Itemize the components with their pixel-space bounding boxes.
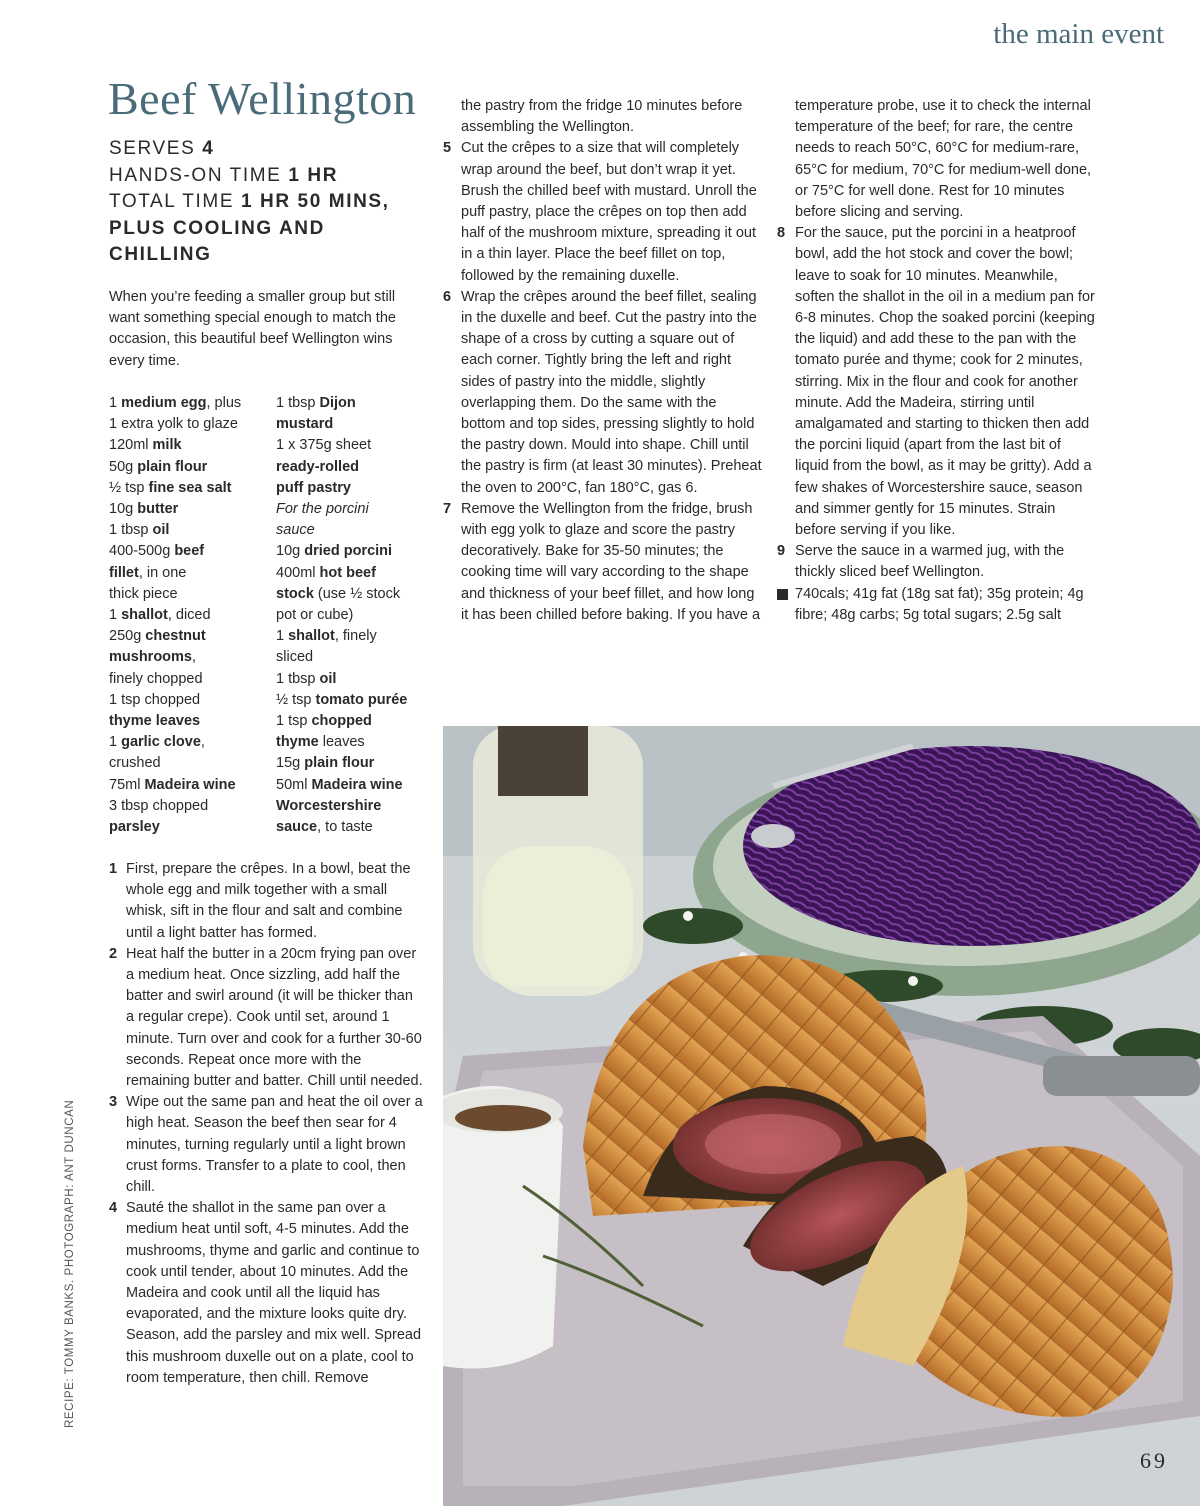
method-step: 7 Remove the Wellington from the fridge, brush with egg yolk to glaze and score the pastry decoratively. Bake for 35-50 minutes; the cooking time will vary according to the shape and thickness of your beef fillet, and how long it has been chilled before baking. If you have a: [443, 500, 761, 623]
ingredient-line: 3 tbsp chopped: [109, 797, 209, 814]
ingredient-line: 50ml Madeira wine: [276, 776, 403, 793]
ingredient-line: 1 tbsp oil: [109, 522, 170, 539]
ingredient-line: 1 extra yolk to glaze: [109, 416, 238, 433]
ingredient-line: 400ml hot beef: [276, 564, 376, 581]
total-time-line: TOTAL TIME 1 HR 50 MINS,: [109, 191, 390, 212]
page-number: 69: [1140, 1448, 1168, 1473]
ingredient-line: 1 medium egg, plus: [109, 395, 242, 411]
ingredient-line: stock (use ½ stock: [276, 585, 401, 602]
ingredients-list-right: [276, 393, 436, 838]
method-step: 5 Cut the crêpes to a size that will completely wrap around the beef, but don’t wrap it yet. Brush the chilled beef with mustard. Unroll the puff pastry, place the crêpes on top then add half of the mushroom mixture, spreading it out in a thin layer. Place the beef fillet on top, followed by the remaining duxelle.: [443, 140, 757, 284]
method-step-continued: temperature probe, use it to check the internal temperature of the beef; for rare, the centre needs to reach 50°C, 60°C for medium-rare, 65°C for medium, 70°C for medium-well done, or 75°C for well done. Rest for 10 minutes before slicing and serving.: [795, 98, 1092, 221]
ingredient-line: puff pastry: [276, 479, 351, 496]
ingredient-line: sliced: [276, 649, 314, 666]
ingredient-line: 1 tsp chopped: [109, 691, 201, 708]
serves-line: SERVES 4: [109, 138, 215, 159]
ingredient-line: sauce, to taste: [276, 819, 373, 836]
ingredient-line: 250g chestnut: [109, 628, 206, 645]
ingredient-line: sauce: [276, 522, 315, 539]
method-step: 2 Heat half the butter in a 20cm frying pan over a medium heat. Once sizzling, add half the batter and swirl around (it will be thicker than a regular crepe). Cook until set, around 1 minute. Turn over and cook for a further 30-60 seconds. Repeat once more with the remaining butter and batter. Chill until needed.: [109, 945, 423, 1090]
ingredient-line: fillet, in one: [109, 564, 187, 581]
hands-on-line: HANDS-ON TIME 1 HR: [109, 164, 339, 186]
ingredient-line: finely chopped: [109, 670, 203, 687]
ingredient-line: 10g dried porcini: [276, 543, 393, 560]
beef-wellington-photo: [443, 726, 1200, 1506]
photo-credit: RECIPE: TOMMY BANKS. PHOTOGRAPH: ANT DUNCAN: [64, 1099, 76, 1428]
ingredient-line: thyme leaves: [276, 734, 365, 751]
method-step-continued: the pastry from the fridge 10 minutes before assembling the Wellington.: [461, 98, 743, 136]
method-column-2: [443, 96, 763, 626]
method-step: 4 Sauté the shallot in the same pan over a medium heat until soft, 4-5 minutes. Add the mushrooms, thyme and garlic and continue to cook until tender, about 10 minutes. Add the Madeira and cook until all the liquid has evaporated, and the mixture looks quite dry. Season, add the parsley and mix well. Spread this mushroom duxelle out on a plate, cool to room temperature, then chill. Remove: [109, 1200, 422, 1386]
ingredient-line: ½ tsp tomato purée: [276, 691, 408, 708]
method-step: 1 First, prepare the crêpes. In a bowl, beat the whole egg and milk together with a small whisk, sift in the flour and salt and combine until a light batter has formed.: [109, 861, 411, 941]
ingredient-line: 1 x 375g sheet: [276, 437, 372, 454]
method-column-3: [777, 96, 1097, 626]
ingredient-line: 1 garlic clove,: [109, 734, 205, 751]
method-step: 9 Serve the sauce in a warmed jug, with the thickly sliced beef Wellington.: [777, 543, 1065, 581]
section-label: the main event: [993, 18, 1164, 50]
intro-text: When you’re feeding a smaller group but still want something special enough to match the occasion, this beautiful beef Wellington wins every time.: [109, 289, 396, 369]
square-bullet-icon: [777, 589, 788, 600]
ingredient-line: 10g butter: [109, 501, 179, 518]
nutrition-info: 740cals; 41g fat (18g sat fat); 35g protein; 4g fibre; 48g carbs; 5g total sugars; 2.5g salt: [777, 584, 1097, 626]
ingredient-line: 50g plain flour: [109, 458, 208, 475]
method-column-1: [109, 859, 424, 1389]
ingredient-line: 1 tbsp Dijon: [276, 395, 356, 411]
method-step: 8 For the sauce, put the porcini in a heatproof bowl, add the hot stock and cover the bowl; leave to soak for 10 minutes. Meanwhile, soften the shallot in the oil in a medium pan for 6-8 minutes. Chop the soaked porcini (keeping the liquid) and add these to the pan with the tomato purée and thyme; cook for 2 minutes, stirring. Mix in the flour and cook for another minute. Add the Madeira, stirring until amalgamated and starting to thicken then add the porcini liquid (apart from the last bit of liquid from the bowl, as it may be gritty). Add a few shakes of Worcestershire sauce, season and simmer gently for 15 minutes. Strain before serving if you like.: [777, 225, 1095, 539]
ingredient-line: 120ml milk: [109, 437, 182, 454]
method-step: 3 Wipe out the same pan and heat the oil over a high heat. Season the beef then sear for 4 minutes, turning regularly until a light brown crust forms. Transfer to a plate to cool, then chill.: [109, 1094, 423, 1196]
ingredient-line: parsley: [109, 819, 160, 836]
ingredient-line: 75ml Madeira wine: [109, 776, 236, 793]
method-step: 6 Wrap the crêpes around the beef fillet, sealing in the duxelle and beef. Cut the pastry into the shape of a cross by cutting a square out of each corner. Tightly bring the left and right sides of pastry into the middle, slightly overlapping them. Do the same with the bottom and top sides, pressing slightly to hold the pastry down. Mould into shape. Chill until the pastry is firm (at least 30 minutes). Preheat the oven to 200°C, fan 180°C, gas 6.: [443, 288, 762, 496]
total-time-cont: PLUS COOLING AND: [109, 217, 325, 239]
ingredient-line: Worcestershire: [276, 797, 382, 814]
ingredients-list-left: [109, 393, 269, 838]
ingredient-line: crushed: [109, 755, 161, 772]
total-time-cont-2: CHILLING: [109, 244, 212, 265]
ingredient-line: mushrooms,: [109, 649, 197, 666]
ingredient-line: For the porcini: [276, 501, 369, 518]
ingredient-line: pot or cube): [276, 607, 354, 624]
recipe-title: Beef Wellington: [108, 73, 417, 124]
ingredient-line: ½ tsp fine sea salt: [109, 479, 232, 496]
ingredient-line: 1 shallot, finely: [276, 628, 377, 645]
ingredient-line: 15g plain flour: [276, 755, 375, 772]
ingredient-line: thyme leaves: [109, 713, 201, 730]
ingredient-line: mustard: [276, 416, 334, 433]
ingredient-line: 1 tbsp oil: [276, 670, 337, 687]
recipe-meta: [109, 136, 439, 269]
ingredient-line: ready-rolled: [276, 458, 359, 475]
ingredient-line: 1 tsp chopped: [276, 713, 372, 730]
ingredient-line: thick piece: [109, 585, 178, 602]
ingredient-line: 400-500g beef: [109, 543, 205, 560]
ingredient-line: 1 shallot, diced: [109, 607, 211, 624]
